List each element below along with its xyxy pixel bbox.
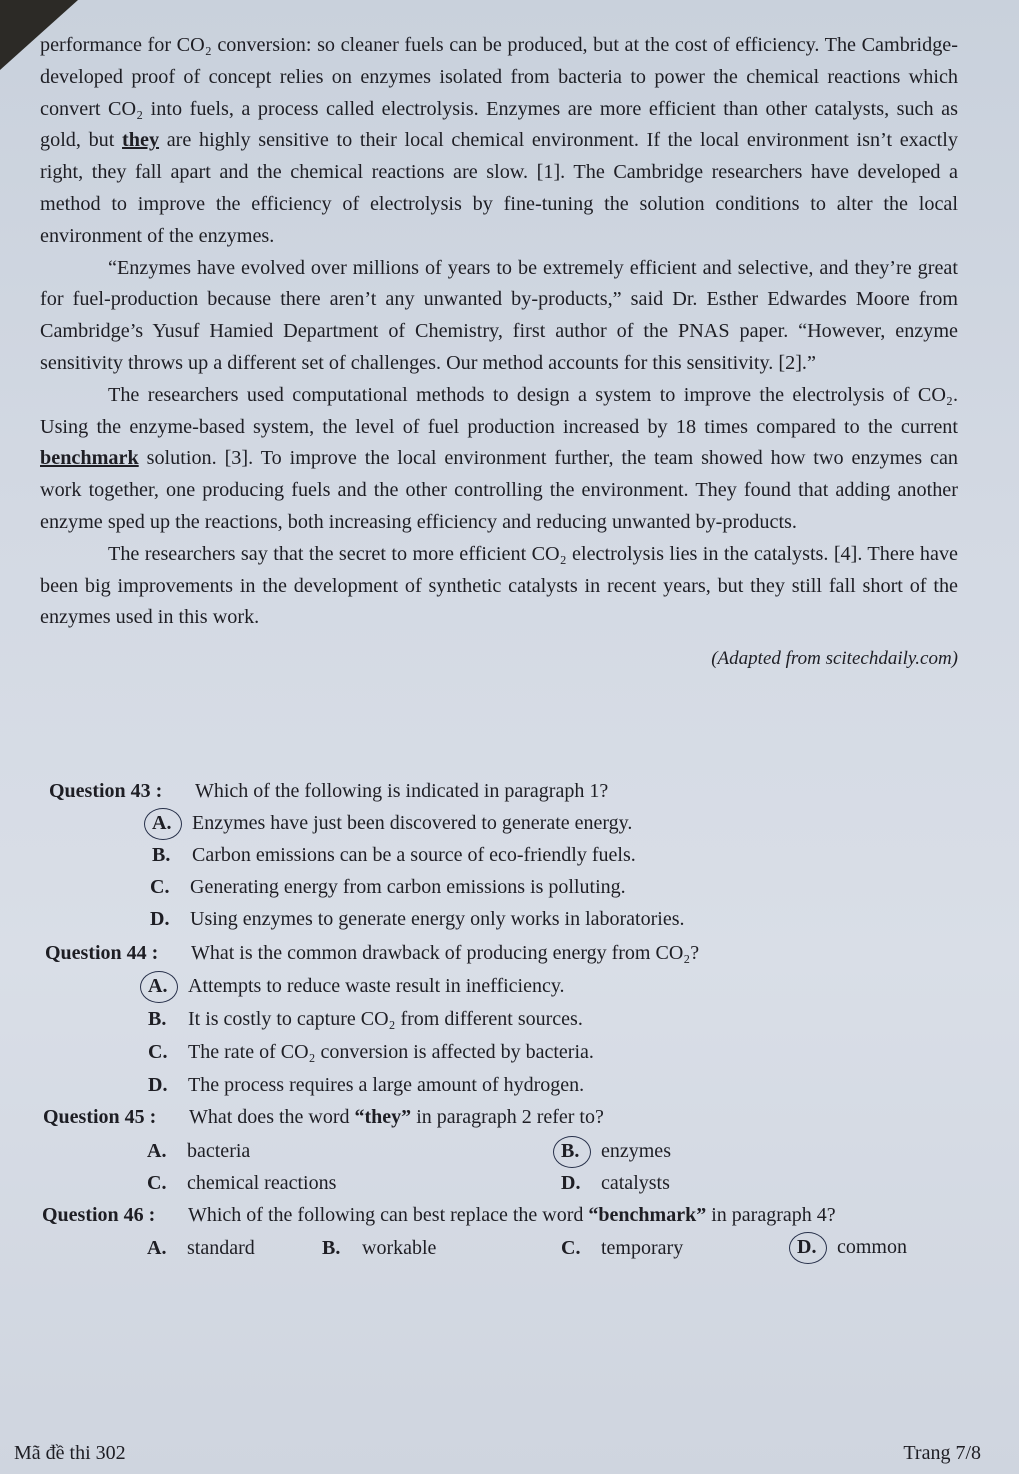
paragraph-2: “Enzymes have evolved over millions of years to be extremely efficient and selective, and they’re great for fuel-production because there aren’t any unwanted by-products,” said Dr. Esther Edwardes Moore from Cambridge’s Yusuf Hamied Department of Chemistry, first author of the PNAS paper. “However, enzyme sensitivity throws up a different set of challenges. Our method accounts for this sensitivity. [2].” <box>40 256 958 374</box>
answer-circle-mark <box>789 1232 827 1264</box>
option-46-c[interactable] <box>561 1237 683 1260</box>
option-43-d[interactable] <box>150 908 685 931</box>
option-46-b[interactable] <box>322 1237 436 1260</box>
option-45-b[interactable] <box>561 1140 671 1163</box>
question-44 <box>45 942 699 965</box>
option-letter: B. <box>561 1140 580 1162</box>
exam-code: Mã đề thi 302 <box>14 1442 126 1464</box>
option-letter: D. <box>148 1074 168 1096</box>
question-43 <box>49 780 608 803</box>
option-letter: C. <box>150 876 170 898</box>
option-text: catalysts <box>601 1172 670 1194</box>
option-text: Generating energy from carbon emissions is polluting. <box>190 876 626 898</box>
question-text-post: in paragraph 4? <box>706 1204 836 1226</box>
paragraph-3 <box>40 380 958 539</box>
question-46 <box>42 1204 836 1227</box>
question-label: Question 45 : <box>43 1106 157 1128</box>
paragraph-1 <box>40 30 958 253</box>
option-45-c[interactable] <box>147 1172 336 1195</box>
option-text: Attempts to reduce waste result in inefficiency. <box>188 975 565 997</box>
paragraph-1-text-cont: are highly sensitive to their local chemical environment. If the local environment isn’t exactly right, they fall apart and the chemical reactions are slow. [1]. The Cambridge researchers have developed a method to improve the efficiency of electrolysis by fine-tuning the solution conditions to alter the local environment of the enzymes. <box>40 129 958 247</box>
paragraph-1-text: performance for CO₂ conversion: so cleaner fuels can be produced, but at the cost of efficiency. The Cambridge-developed proof of concept relies on enzymes isolated from bacteria to power the chemical reactions which convert CO₂ into fuels, a process called electrolysis. Enzymes are more efficient than other catalysts, such as gold, but <box>40 34 958 152</box>
option-46-d[interactable] <box>797 1236 907 1259</box>
option-text: temporary <box>601 1237 684 1259</box>
option-43-c[interactable] <box>150 876 626 899</box>
reading-passage <box>40 30 958 670</box>
option-text: enzymes <box>601 1140 671 1162</box>
question-text-post: in paragraph 2 refer to? <box>411 1106 604 1128</box>
option-43-a[interactable] <box>152 812 632 835</box>
option-45-a[interactable] <box>147 1140 250 1163</box>
question-text-pre: Which of the following can best replace the word <box>188 1204 589 1226</box>
option-text: The process requires a large amount of hydrogen. <box>188 1074 585 1096</box>
keyword-benchmark: benchmark <box>40 447 139 470</box>
option-letter: B. <box>322 1237 341 1259</box>
answer-circle-mark <box>144 808 182 840</box>
question-text: Which of the following is indicated in paragraph 1? <box>195 780 609 802</box>
question-keyword: “they” <box>354 1106 412 1128</box>
option-44-c[interactable] <box>148 1041 594 1064</box>
option-text: The rate of CO₂ conversion is affected by bacteria. <box>188 1041 594 1063</box>
option-letter: B. <box>152 844 171 866</box>
question-text <box>188 1204 836 1227</box>
option-letter: C. <box>561 1237 581 1259</box>
question-text: What is the common drawback of producing energy from CO₂? <box>191 942 700 964</box>
option-44-a[interactable] <box>148 975 565 998</box>
option-letter: B. <box>148 1008 167 1030</box>
option-text: Using enzymes to generate energy only works in laboratories. <box>190 908 685 930</box>
option-letter: A. <box>147 1237 167 1259</box>
option-letter: C. <box>148 1041 168 1063</box>
option-letter: D. <box>797 1236 817 1258</box>
option-letter: C. <box>147 1172 167 1194</box>
option-45-d[interactable] <box>561 1172 670 1195</box>
option-text: bacteria <box>187 1140 251 1162</box>
question-label: Question 43 : <box>49 780 163 802</box>
option-text: Carbon emissions can be a source of eco-friendly fuels. <box>192 844 636 866</box>
option-letter: A. <box>152 812 172 834</box>
option-text: Enzymes have just been discovered to generate energy. <box>192 812 633 834</box>
paragraph-4: The researchers say that the secret to more efficient CO₂ electrolysis lies in the catalysts. [4]. There have been big improvements in the development of synthetic catalysts in recent years, but they still fall short of the enzymes used in this work. <box>40 542 958 629</box>
option-44-b[interactable] <box>148 1008 583 1031</box>
option-text: It is costly to capture CO₂ from different sources. <box>188 1008 583 1030</box>
option-46-a[interactable] <box>147 1237 255 1260</box>
question-text-pre: What does the word <box>189 1106 355 1128</box>
page-number: Trang 7/8 <box>903 1442 981 1464</box>
keyword-they: they <box>122 129 160 152</box>
option-letter: D. <box>150 908 170 930</box>
option-letter: A. <box>147 1140 167 1162</box>
question-label: Question 44 : <box>45 942 159 964</box>
option-text: common <box>837 1236 907 1258</box>
answer-circle-mark <box>140 971 178 1003</box>
question-keyword: “benchmark” <box>588 1204 707 1226</box>
paragraph-3-text-cont: solution. [3]. To improve the local environment further, the team showed how two enzymes can work together, one producing fuels and the other controlling the environment. They found that adding another enzyme sped up the reactions, both increasing efficiency and reducing unwanted by-products. <box>40 447 958 533</box>
option-text: standard <box>187 1237 255 1259</box>
option-44-d[interactable] <box>148 1074 584 1097</box>
option-43-b[interactable] <box>152 844 636 867</box>
option-letter: D. <box>561 1172 581 1194</box>
paragraph-3-text: The researchers used computational methods to design a system to improve the electrolysis of CO₂. Using the enzyme-based system, the level of fuel production increased by 18 times compared to the current <box>40 383 958 438</box>
question-45 <box>43 1106 604 1129</box>
question-text <box>189 1106 604 1129</box>
answer-circle-mark <box>553 1136 591 1168</box>
option-letter: A. <box>148 975 168 997</box>
option-text: workable <box>362 1237 437 1259</box>
option-text: chemical reactions <box>187 1172 337 1194</box>
question-label: Question 46 : <box>42 1204 156 1226</box>
source-citation: (Adapted from scitechdaily.com) <box>711 648 958 670</box>
